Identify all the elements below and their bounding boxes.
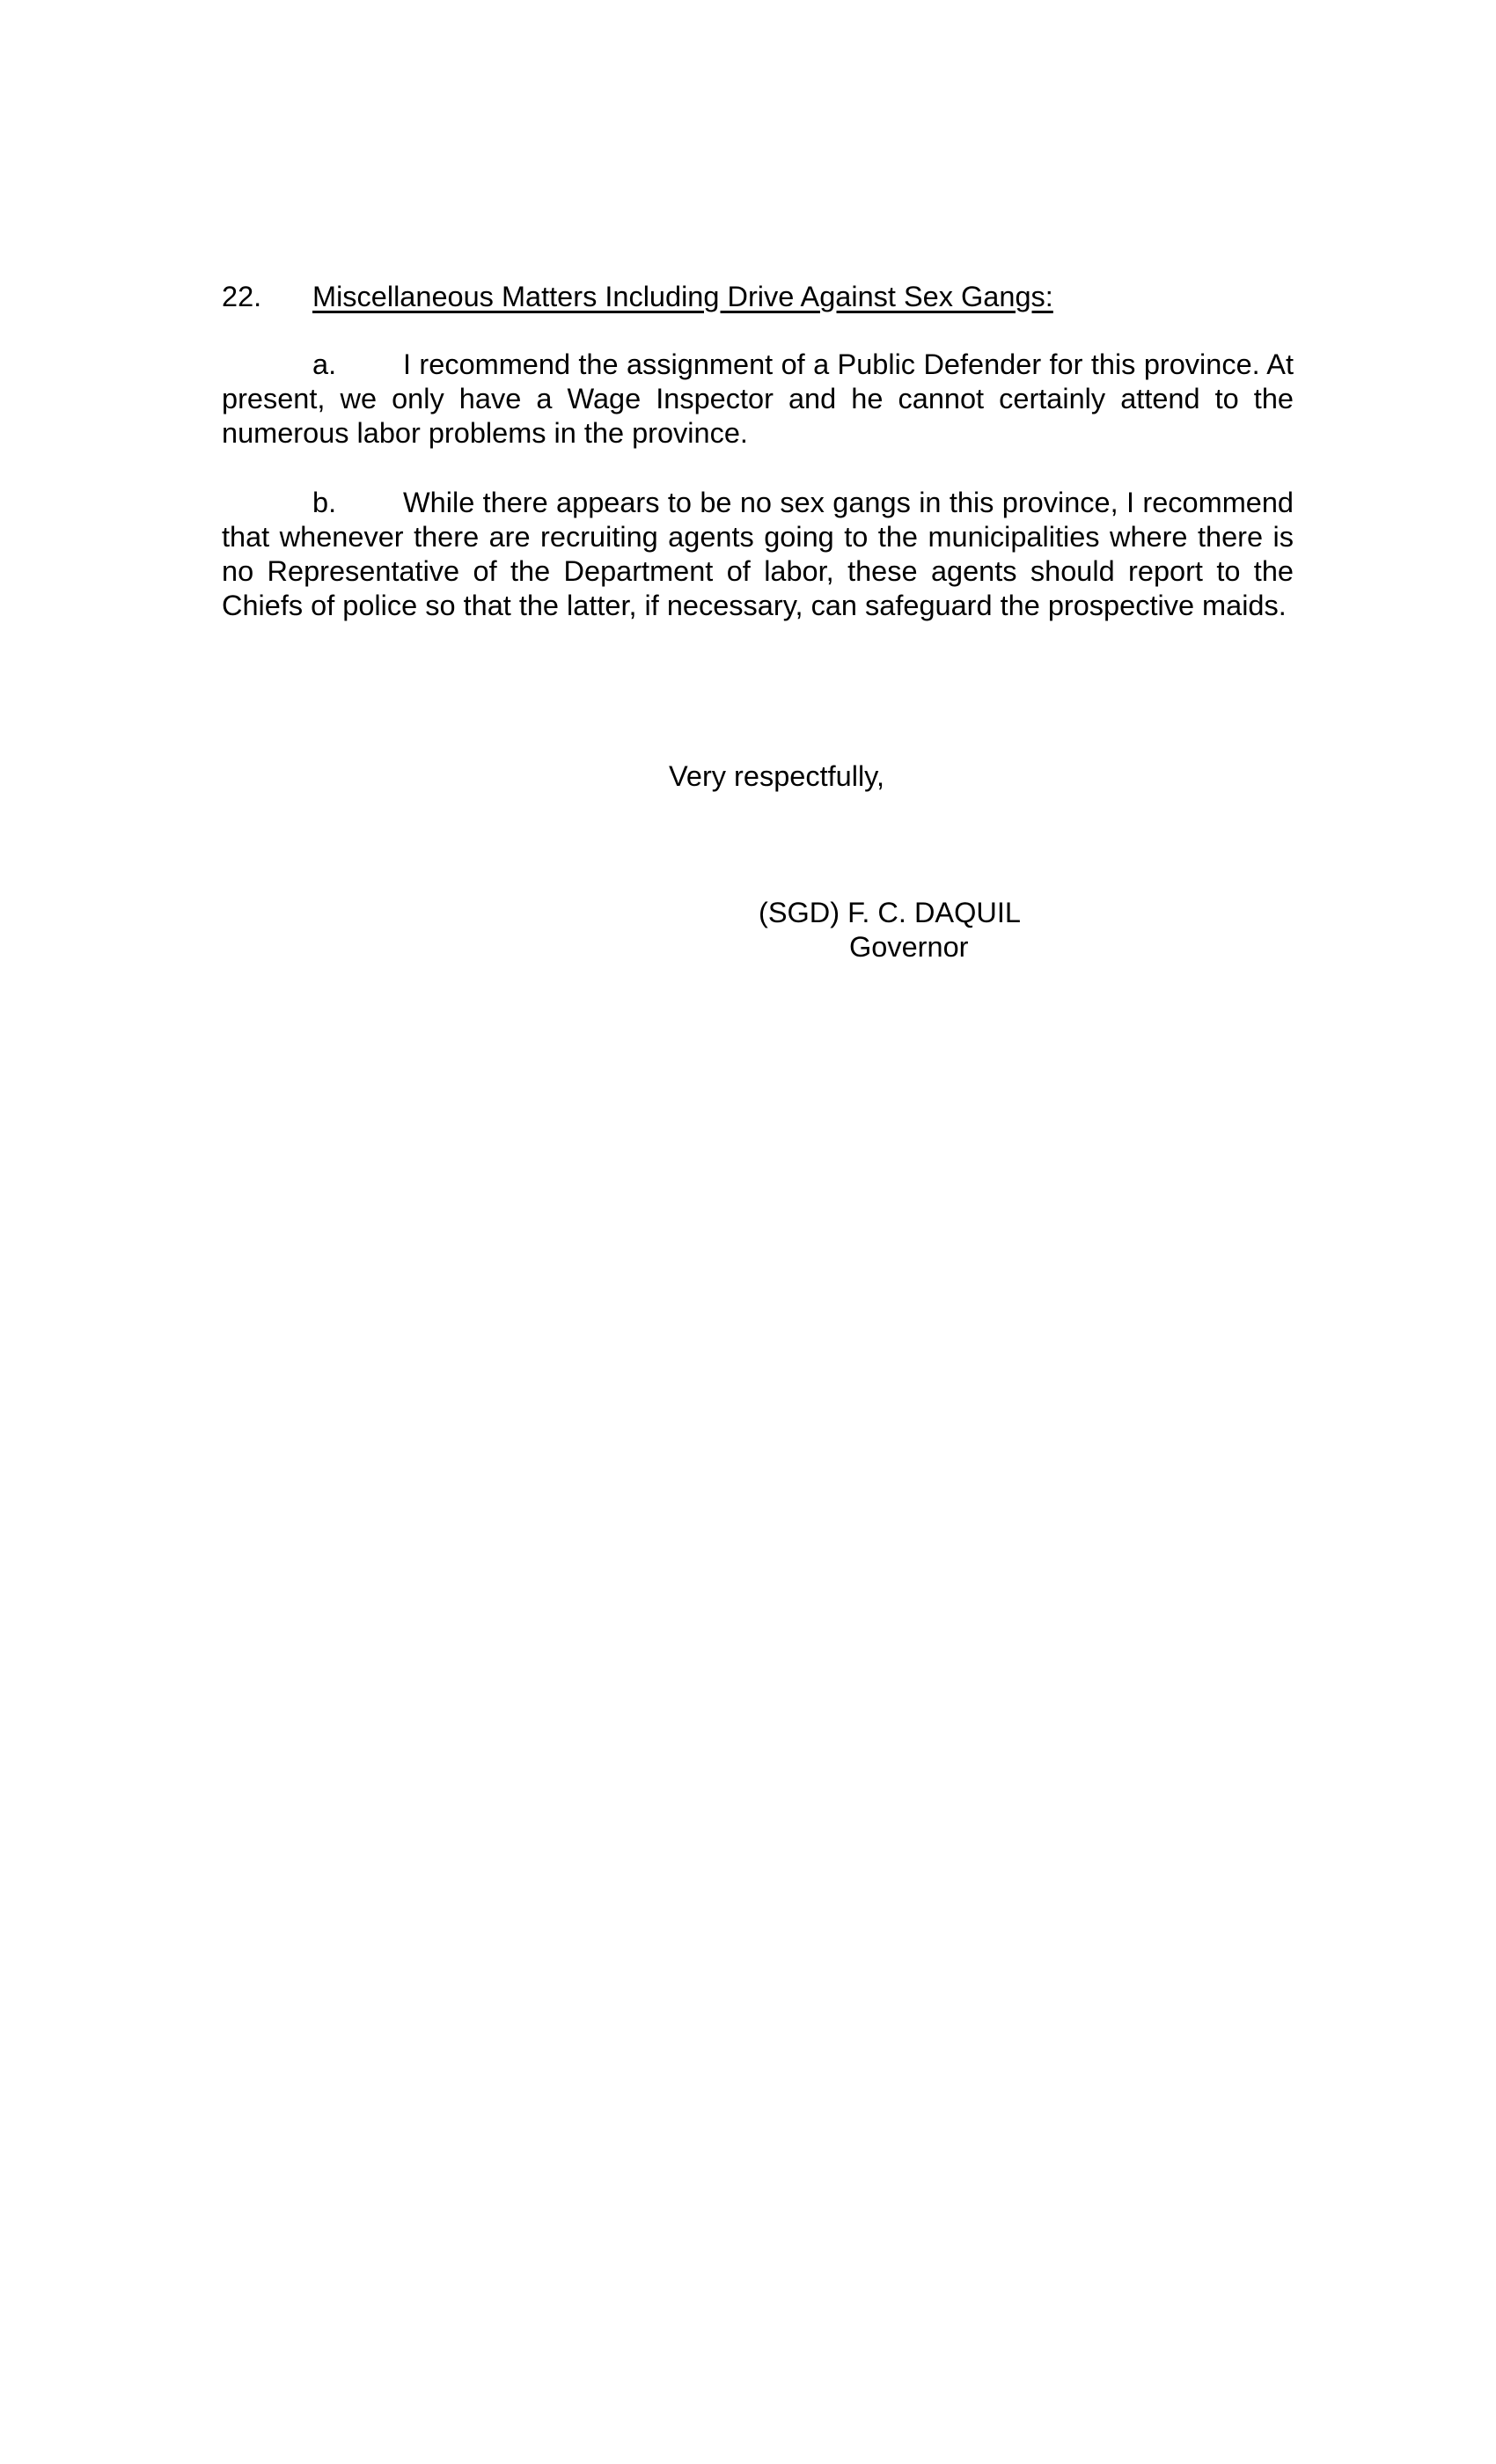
signatory-title: Governor (849, 931, 969, 963)
paragraph-b-marker: b. (312, 487, 337, 518)
paragraph-a-marker: a. (312, 348, 337, 380)
signatory-name: (SGD) F. C. DAQUIL (759, 897, 1021, 928)
heading-underline-trail (1053, 280, 1119, 314)
closing-salutation: Very respectfully, (669, 760, 885, 792)
section-heading (222, 280, 1294, 314)
paragraph-a (222, 348, 1294, 451)
paragraph-b-text: While there appears to be no sex gangs in this province, I recommend that whenever there are recruiting agents going to the municipalities where there is no Representative of the Department of labor, these agents should report to the Chiefs of police so that the latter, if necessary, can safeguard the prospective maids. (222, 487, 1294, 621)
section-title: Miscellaneous Matters Including Drive Against Sex Gangs: (312, 281, 1053, 312)
section-number: 22. (222, 281, 262, 312)
paragraph-a-text: I recommend the assignment of a Public Defender for this province. At present, we only have a Wage Inspector and he cannot certainly attend to the numerous labor problems in the province. (222, 348, 1294, 449)
paragraph-b (222, 486, 1294, 623)
signature-block (759, 896, 1021, 964)
